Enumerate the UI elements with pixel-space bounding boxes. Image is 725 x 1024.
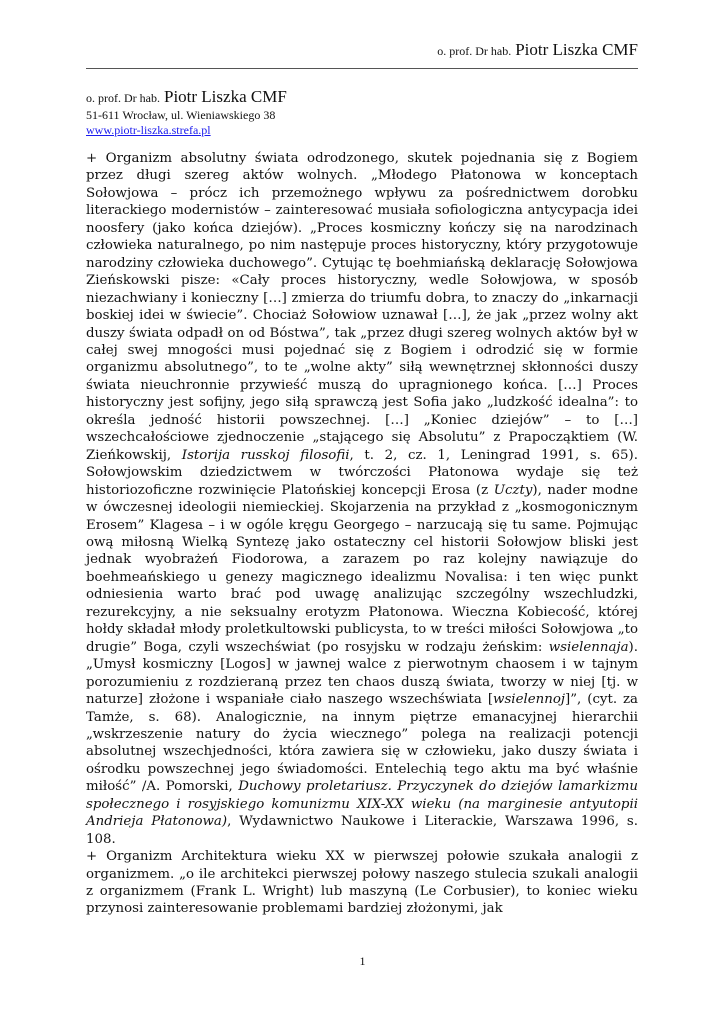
paragraph-organizm-absolutny xyxy=(86,150,638,848)
body-text xyxy=(86,150,638,918)
text-segment: , Wydawnictwo Naukowe i Literackie, Warszawa 1996, s. 108. xyxy=(86,814,638,847)
page-number: 1 xyxy=(359,954,366,968)
text-segment: , t. 2, cz. 1, Leningrad 1991, s. 65). Sołowjowskim dziedzictwem w twórczości Płatonowa wydaje się też historiozoficzne rozwinięcie Platońskiej koncepcji Erosa (z xyxy=(86,447,638,498)
text-segment: ). „Umysł kosmiczny [Logos] w jawnej walce z pierwotnym chaosem i w tajnym porozumieniu z rozdzieraną przez ten chaos duszą świata, tworzy w niej [tj. w naturze] złożone i wspaniałe ciało naszego wszechświata [ xyxy=(86,639,638,708)
page-header xyxy=(86,40,638,69)
italic-title: Uczty xyxy=(493,482,533,498)
text-segment: ]”, (cyt. za Tamże, s. 68). Analogicznie, na innym piętrze emanacyjnej hierarchii „wskrzeszenie natury do życia wiecznego” polega na realizacji potencji absolutnej wszechjedności, która zawiera się w człowieku, jako duszy świata i ośrodku powszechnej jego świadomości. Entelechią tego aktu ma być właśnie miłość” /A. Pomorski, xyxy=(86,692,639,795)
italic-word: wsielennaja xyxy=(548,639,629,655)
header-title-small: o. prof. Dr hab. xyxy=(437,44,512,58)
italic-word: wsielennoj xyxy=(493,692,565,708)
address-block xyxy=(86,86,287,138)
header-author-name: Piotr Liszka CMF xyxy=(515,40,638,59)
address-street: 51-611 Wrocław, ul. Wieniawskiego 38 xyxy=(86,108,276,122)
italic-title: Duchowy proletariusz. Przyczynek do dziejów lamarkizmu społecznego i rosyjskiego komunizmu XIX-XX wieku (na marginesie antyutopii Andrieja Płatonowa) xyxy=(86,779,638,830)
text-segment: ), nader modne w ówczesnej ideologii niemieckiej. Skojarzenia na przykład z „kosmogonicznym Erosem” Klagesa – i w ogóle kręgu Georgego – narzucają się tu same. Pojmując ową miłosną Wielką Syntezę jako ostateczny cel historii Sołowjow bliski jest jednak wyobrażeń Fiodorowa, a zarazem po raz kolejny nawiązuje do boehmeańskiego u genezy magicznego idealizmu Novalisa: i ten więc punkt odniesienia warto brać pod uwagę analizując szczególny wszechludzki, rezurekcyjny, a nie seksualny erotyzm Płatonowa. Wieczna Kobiecość, której hołdy składał młody proletkultowski publicysta, to w treści miłości Sołowjowa „to drugie” Boga, czyli wszechświat (po rosyjsku w rodzaju żeńskim: xyxy=(86,482,638,655)
paragraph-organizm-architektura: + Organizm Architektura wieku XX w pierwszej połowie szukała analogii z organizmem. „o ile architekci pierwszej połowy naszego stulecia szukali analogii z organizmem (Frank L. Wright) lub maszyną (Le Corbusier), to koniec wieku przynosi zainteresowanie problemami bardziej złożonymi, jak xyxy=(86,849,638,917)
text-segment: + Organizm absolutny świata odrodzonego, skutek pojednania się z Bogiem przez długi szereg aktów wolnych. „Młodego Płatonowa w konceptach Sołowjowa – prócz ich przemożnego wpływu za pośrednictwem dorobku literackiego modernistów – zainteresować musiała sofiologiczna antycypacja idei noosfery (jako końca dziejów). „Proces kosmiczny kończy się na narodzinach człowieka naturalnego, po nim następuje proces historyczny, który przygotowuje narodziny człowieka duchowego”. Cytując tę boehmiańską deklarację Sołowjowa Zieńskowski pisze: «Cały proces historyczny, wedle Sołowjowa, w sposób niezachwiany i konieczny […] zmierza do triumfu dobra, to znaczy do „inkarnacji boskiej idei w świecie”. Chociaż Sołowiow uznawał […], że jak „przez wolny akt duszy świata odpadł on od Bóstwa”, tak „przez długi szereg wolnych aktów był w całej swej mnogości musi pojednać się z Bogiem i odrodzić się w formie organizmu absolutnego”, to te „wolne akty” siłą wewnętrznej skłonności duszy świata nieuchronnie przywieść muszą do upragnionego końca. […] Proces historyczny jest sofijny, jego siłą sprawczą jest Sofia jako „ludzkość idealna”: to określa jedność historii powszechnej. […] „Koniec dziejów” – to […] wszechcałościowe zjednoczenie „stającego się Absolutu” z Prapocząktiem (W. Zieńkowskij, xyxy=(86,151,638,463)
address-name-line xyxy=(86,86,287,108)
italic-title: Istorija russkoj filosofii xyxy=(181,447,350,463)
website-link[interactable]: www.piotr-liszka.strefa.pl xyxy=(86,123,211,137)
address-title-small: o. prof. Dr hab. xyxy=(86,91,160,105)
address-author-name: Piotr Liszka CMF xyxy=(163,87,287,106)
